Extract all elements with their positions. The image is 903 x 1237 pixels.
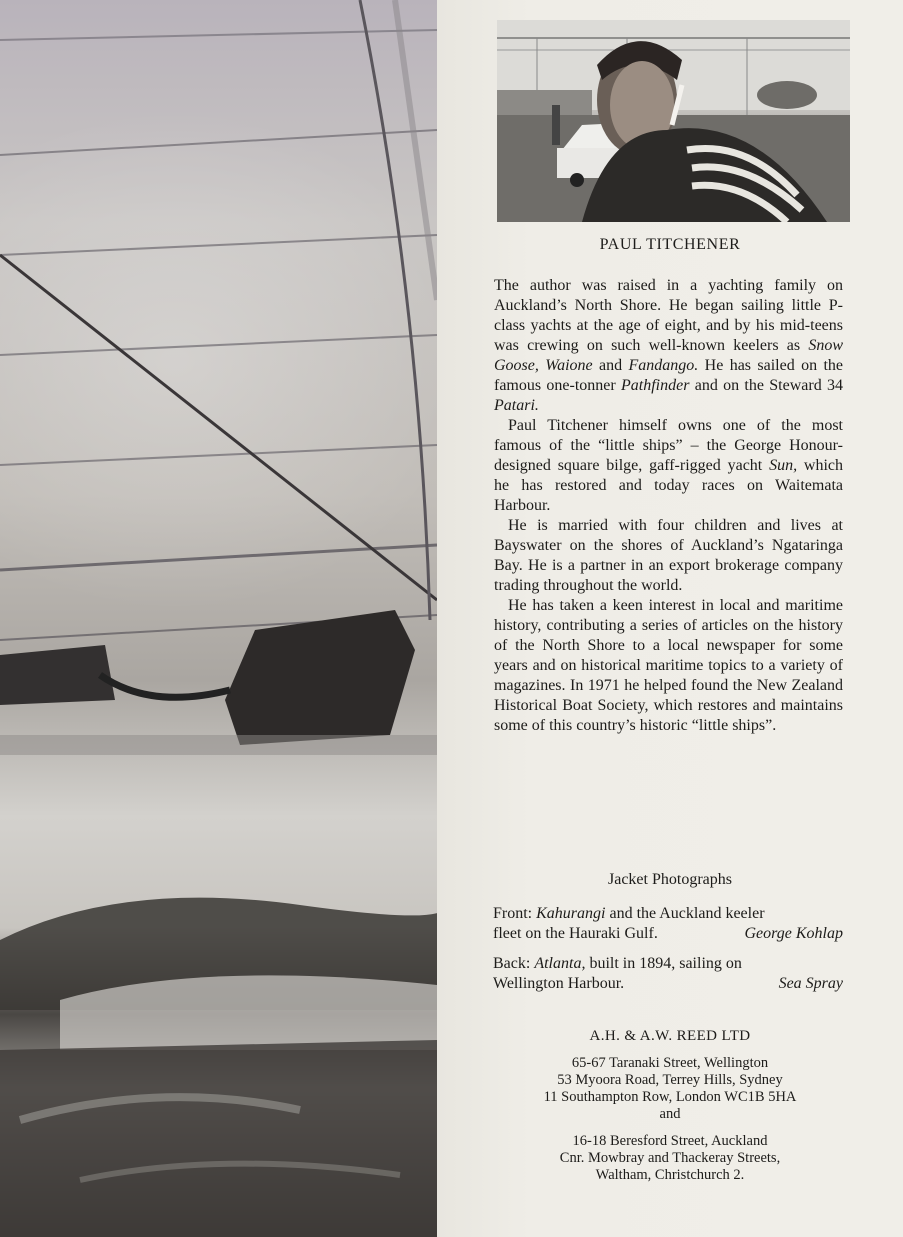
sail-photo-illustration	[0, 0, 437, 1237]
address-line: and	[659, 1106, 681, 1122]
jacket-flap	[437, 0, 903, 1237]
bio-paragraph-3: He is married with four children and lives at Bayswater on the shores of Auckland’s Ngataringa Bay. He is a partner in an export brokerage company trading throughout the world.	[494, 517, 843, 594]
address-line: 11 Southampton Row, London WC1B 5HA	[543, 1089, 797, 1105]
author-portrait-photo	[497, 20, 850, 222]
front-photo-credit: Front: Kahurangi and the Auckland keeler fleet on the Hauraki Gulf. George Kohlap	[493, 905, 843, 942]
address-line: 16-18 Beresford Street, Auckland	[572, 1133, 768, 1149]
author-biography	[494, 276, 843, 736]
author-name-heading: PAUL TITCHENER	[599, 236, 741, 253]
cover-photo-sail	[0, 0, 437, 1237]
author-portrait-illustration	[497, 20, 850, 222]
publisher-block	[437, 1028, 903, 1184]
address-line: 65-67 Taranaki Street, Wellington	[571, 1055, 769, 1071]
publisher-name: A.H. & A.W. REED LTD	[589, 1028, 751, 1044]
bio-paragraph-2: Paul Titchener himself owns one of the most famous of the “little ships” – the George Honour-designed square bilge, gaff-rigged yacht Sun, which he has restored and today races on Waitemata Harbour.	[494, 417, 843, 514]
jacket-photographs-heading: Jacket Photographs	[608, 871, 732, 888]
address-line: Cnr. Mowbray and Thackeray Streets,	[559, 1150, 781, 1166]
address-line: Waltham, Christchurch 2.	[595, 1167, 745, 1183]
bio-paragraph-4: He has taken a keen interest in local and maritime history, contributing a series of articles on the history of the North Shore to a local newspaper for some years and on historical maritime topics to a variety of magazines. In 1971 he helped found the New Zealand Historical Boat Society, which restores and maintains some of this country’s historic “little ships”.	[494, 597, 843, 734]
back-photo-credit: Back: Atlanta, built in 1894, sailing on Wellington Harbour. Sea Spray	[493, 955, 843, 992]
bio-paragraph-1: The author was raised in a yachting family on Auckland’s North Shore. He began sailing little P-class yachts at the age of eight, and by his mid-teens was crewing on such well-known keelers as Snow Goose, Waione and Fandango. He has sailed on the famous one-tonner Pathfinder and on the Steward 34 Patari.	[494, 277, 843, 414]
address-line: 53 Myoora Road, Terrey Hills, Sydney	[557, 1072, 783, 1088]
